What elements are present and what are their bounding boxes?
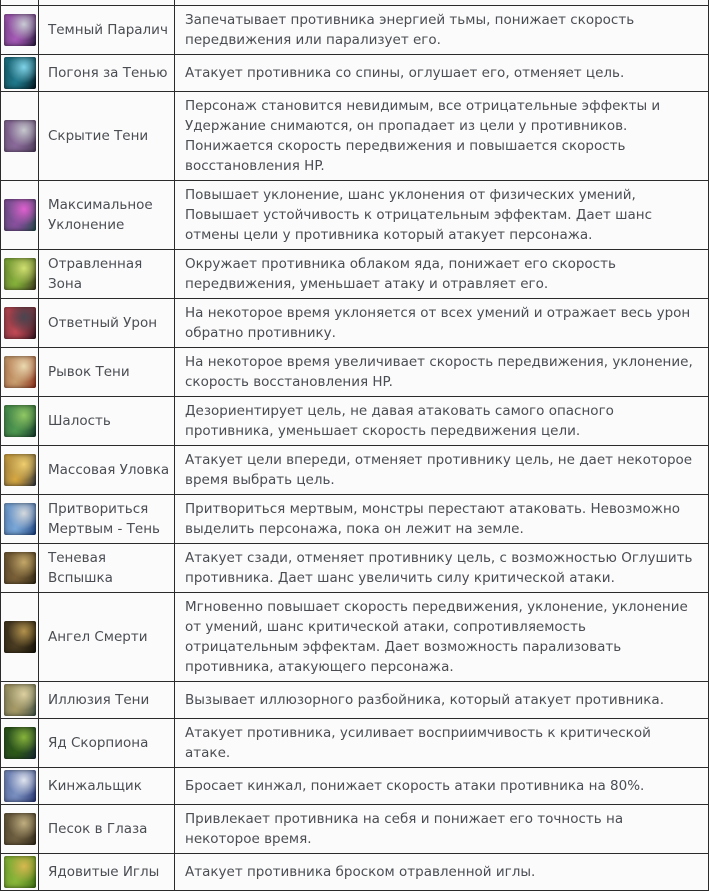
- skill-name: Ядовитые Иглы: [39, 854, 175, 891]
- death-angel-icon: [4, 621, 36, 653]
- skill-icon-cell: [1, 593, 39, 682]
- shadow-illusion-icon: [4, 684, 36, 716]
- table-row: [1, 495, 709, 544]
- scorpion-poison-icon: [4, 727, 36, 759]
- table-row: [1, 768, 709, 805]
- mass-trick-icon: [4, 454, 36, 486]
- skill-description: Притвориться мертвым, монстры перестают атаковать. Невозможно выделить персонажа, пока он лежит на земле.: [175, 495, 709, 544]
- skill-icon-cell: [1, 446, 39, 495]
- table-row: [1, 805, 709, 854]
- skill-name: Иллюзия Тени: [39, 682, 175, 719]
- skill-icon-cell: [1, 854, 39, 891]
- table-row: [1, 250, 709, 299]
- shadow-hide-icon: [4, 120, 36, 152]
- skill-icon-cell: [1, 55, 39, 92]
- skill-icon-cell: [1, 6, 39, 55]
- skill-name: Кинжальщик: [39, 768, 175, 805]
- skill-icon-cell: [1, 397, 39, 446]
- feign-death-icon: [4, 503, 36, 535]
- dagger-thrower-icon: [4, 770, 36, 802]
- skill-name: Темный Паралич: [39, 6, 175, 55]
- table-row: [1, 719, 709, 768]
- skill-name: Отравленная Зона: [39, 250, 175, 299]
- table-row: [1, 544, 709, 593]
- skill-name: Рывок Тени: [39, 348, 175, 397]
- mischief-icon: [4, 405, 36, 437]
- skill-description: Атакует цели впереди, отменяет противнику цель, не дает некоторое время выбрать цель.: [175, 446, 709, 495]
- skill-description: Вызывает иллюзорного разбойника, который атакует противника.: [175, 682, 709, 719]
- table-row: [1, 92, 709, 181]
- table-row: [1, 682, 709, 719]
- skill-description: Мгновенно повышает скорость передвижения, уклонение, уклонение от умений, шанс критической атаки, сопротивляемость отрицательным эффектам. Дает возможность парализовать противника, атакующего персонажа.: [175, 593, 709, 682]
- table-row: [1, 299, 709, 348]
- sand-in-eyes-icon: [4, 813, 36, 845]
- skill-description: Дезориентирует цель, не давая атаковать самого опасного противника, уменьшает скорость передвижения цели.: [175, 397, 709, 446]
- shadow-dash-icon: [4, 356, 36, 388]
- skill-description: Бросает кинжал, понижает скорость атаки противника на 80%.: [175, 768, 709, 805]
- table-row: [1, 6, 709, 55]
- skill-description: Атакует противника, усиливает восприимчивость к критической атаке.: [175, 719, 709, 768]
- skill-name: Яд Скорпиона: [39, 719, 175, 768]
- table-row: [1, 181, 709, 250]
- skill-icon-cell: [1, 495, 39, 544]
- skill-name: Массовая Уловка: [39, 446, 175, 495]
- skill-description: Запечатывает противника энергией тьмы, понижает скорость передвижения или парализует его.: [175, 6, 709, 55]
- skill-description: Атакует противника со спины, оглушает его, отменяет цель.: [175, 55, 709, 92]
- skill-icon-cell: [1, 682, 39, 719]
- skill-name: Ответный Урон: [39, 299, 175, 348]
- table-row: [1, 446, 709, 495]
- skill-name: Песок в Глаза: [39, 805, 175, 854]
- skill-name: Максимальное Уклонение: [39, 181, 175, 250]
- skill-icon-cell: [1, 181, 39, 250]
- skill-icon-cell: [1, 768, 39, 805]
- skill-icon-cell: [1, 719, 39, 768]
- skill-name: Скрытие Тени: [39, 92, 175, 181]
- skill-description: Привлекает противника на себя и понижает его точность на некоторое время.: [175, 805, 709, 854]
- counter-damage-icon: [4, 307, 36, 339]
- poison-needles-icon: [4, 856, 36, 888]
- skill-icon-cell: [1, 348, 39, 397]
- skill-icon-cell: [1, 250, 39, 299]
- table-row: [1, 55, 709, 92]
- table-row: [1, 348, 709, 397]
- shadow-flash-icon: [4, 552, 36, 584]
- skill-name: Шалость: [39, 397, 175, 446]
- skill-icon-cell: [1, 544, 39, 593]
- skill-description: Атакует противника броском отравленной иглы.: [175, 854, 709, 891]
- skill-description: На некоторое время увеличивает скорость передвижения, уклонение, скорость восстановления HP.: [175, 348, 709, 397]
- skill-name: Ангел Смерти: [39, 593, 175, 682]
- skill-icon-cell: [1, 299, 39, 348]
- skill-icon-cell: [1, 805, 39, 854]
- skill-description: На некоторое время уклоняется от всех умений и отражает весь урон обратно противнику.: [175, 299, 709, 348]
- table-row: [1, 854, 709, 891]
- skill-description: Повышает уклонение, шанс уклонения от физических умений, Повышает устойчивость к отрицательным эффектам. Дает шанс отмены цели у противника который атакует персонажа.: [175, 181, 709, 250]
- table-row: [1, 593, 709, 682]
- dark-paralysis-icon: [4, 14, 36, 46]
- skill-name: Погоня за Тенью: [39, 55, 175, 92]
- poison-zone-icon: [4, 258, 36, 290]
- skill-icon-cell: [1, 92, 39, 181]
- skill-description: Окружает противника облаком яда, понижает его скорость передвижения, уменьшает атаку и отравляет его.: [175, 250, 709, 299]
- shadow-chase-icon: [4, 57, 36, 89]
- table-row: [1, 397, 709, 446]
- skill-description: Персонаж становится невидимым, все отрицательные эффекты и Удержание снимаются, он пропадает из цели у противников. Понижается скорость передвижения и повышается скорость восстановления HP.: [175, 92, 709, 181]
- skill-name: Теневая Вспышка: [39, 544, 175, 593]
- skills-table-body: [1, 0, 709, 891]
- max-evasion-icon: [4, 199, 36, 231]
- skill-name: Притвориться Мертвым - Тень: [39, 495, 175, 544]
- skill-description: Атакует сзади, отменяет противнику цель, с возможностью Оглушить противника. Дает шанс увеличить силу критической атаки.: [175, 544, 709, 593]
